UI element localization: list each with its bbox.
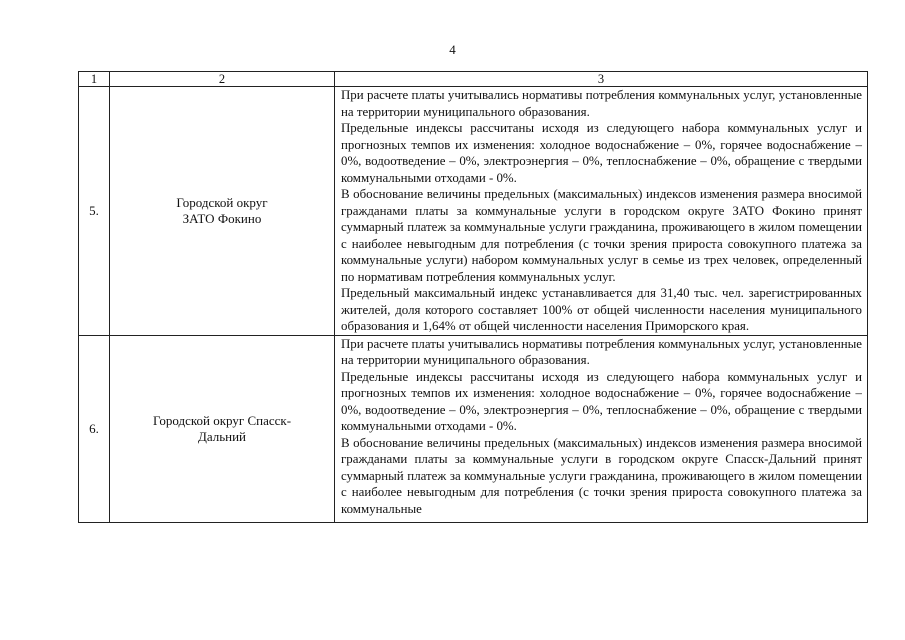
paragraph: При расчете платы учитывались нормативы потребления коммунальных услуг, установленные на территории муниципального образования.	[341, 336, 862, 367]
paragraph: В обоснование величины предельных (максимальных) индексов изменения размера вносимой гражданами платы за коммунальные услуги в городском округе ЗАТО Фокино принят суммарный платеж за коммунальные услуги гражданина, проживающего в жилом помещении с наиболее невыгодным для потребления (с точки зрения прироста совокупного платежа за коммунальные услуги) набором коммунальных услуг в семье из трех человек, определенный по нормативам потребления коммунальных услуг.	[341, 187, 862, 284]
row-number: 6.	[79, 335, 110, 522]
region-name	[110, 335, 335, 522]
table-row	[79, 87, 868, 336]
region-name-line: Городской округ Спасск-	[152, 412, 292, 428]
row-description	[335, 335, 868, 522]
table-row	[79, 335, 868, 522]
region-name-line: ЗАТО Фокино	[182, 210, 262, 226]
row-description	[335, 87, 868, 336]
regions-table	[78, 71, 868, 523]
page-number: 4	[449, 42, 456, 57]
table-header-row	[79, 72, 868, 87]
header-col-2: 2	[110, 72, 335, 87]
paragraph: В обоснование величины предельных (максимальных) индексов изменения размера вносимой гражданами платы за коммунальные услуги в городском округе Спасск-Дальний принят суммарный платеж за коммунальные услуги гражданина, проживающего в жилом помещении с наиболее невыгодным для потребления (с точки зрения прироста совокупного платежа за коммунальные	[341, 435, 862, 516]
region-name-line: Дальний	[197, 428, 247, 444]
header-col-1: 1	[79, 72, 110, 87]
header-col-3: 3	[335, 72, 868, 87]
region-name	[110, 87, 335, 336]
paragraph: Предельный максимальный индекс устанавливается для 31,40 тыс. чел. зарегистрированных жителей, доля которого составляет 100% от общей численности населения муниципального образования и 1,64% от общей численности населения Приморского края.	[341, 286, 862, 333]
paragraph: Предельные индексы рассчитаны исходя из следующего набора коммунальных услуг и прогнозных темпов их изменения: холодное водоснабжение – 0%, горячее водоснабжение – 0%, водоотведение – 0%, электроэнергия – 0%, теплоснабжение – 0%, обращение с твердыми коммунальными отходами - 0%.	[341, 369, 862, 433]
paragraph: Предельные индексы рассчитаны исходя из следующего набора коммунальных услуг и прогнозных темпов их изменения: холодное водоснабжение – 0%, горячее водоснабжение – 0%, водоотведение – 0%, электроэнергия – 0%, теплоснабжение – 0%, обращение с твердыми коммунальными отходами - 0%.	[341, 121, 862, 185]
region-name-line: Городской округ	[176, 194, 268, 210]
paragraph: При расчете платы учитывались нормативы потребления коммунальных услуг, установленные на территории муниципального образования.	[341, 88, 862, 119]
row-number: 5.	[79, 87, 110, 336]
